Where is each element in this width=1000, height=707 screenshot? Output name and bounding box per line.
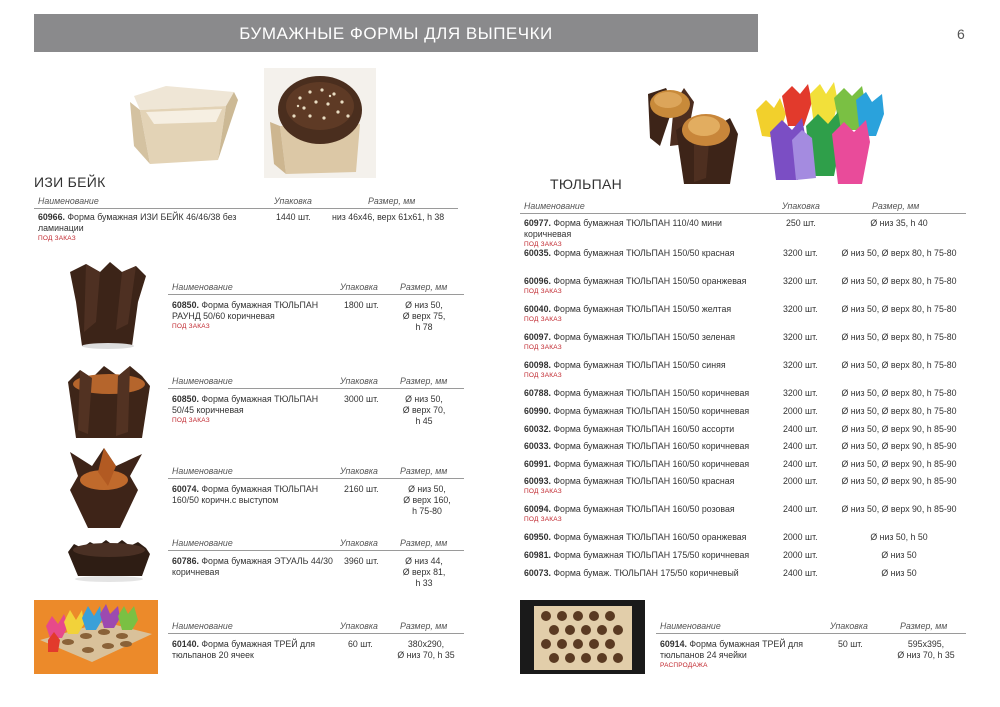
col-pack: Упаковка — [340, 466, 378, 476]
product-name: Форма бумажная ТЮЛЬПАН 150/50 коричневая — [553, 406, 750, 416]
product-60850-round — [172, 300, 336, 331]
size-line: h 78 — [415, 322, 433, 332]
col-size: Размер, мм — [872, 201, 920, 211]
tulip-title: ТЮЛЬПАН — [550, 176, 623, 192]
tulip-50-45-photo — [64, 360, 154, 444]
product-code: 60914. — [660, 639, 687, 649]
product-size — [394, 484, 460, 517]
col-name: Наименование — [172, 282, 233, 292]
col-name: Наименование — [660, 621, 721, 631]
tulip-colors-photo — [752, 80, 886, 190]
tulip-row — [524, 276, 784, 296]
product-size: Ø низ 50, Ø верх 80, h 75-80 — [841, 248, 957, 258]
col-pack: Упаковка — [274, 196, 312, 206]
tulip-row — [524, 406, 784, 417]
col-name: Наименование — [38, 196, 99, 206]
product-size: Ø низ 50, Ø верх 80, h 75-80 — [841, 276, 957, 286]
product-code: 60093. — [524, 476, 551, 486]
easy-bake-muffin-photo — [264, 68, 376, 178]
product-code: 60786. — [172, 556, 199, 566]
product-pack: 3200 шт. — [783, 388, 818, 398]
tray-24-photo — [520, 600, 645, 674]
product-name: Форма бумажная ТЮЛЬПАН 160/50 коричневая — [553, 441, 750, 451]
left-table-header-3 — [168, 465, 464, 479]
col-size: Размер, мм — [400, 621, 448, 631]
size-line: Ø низ 50, — [405, 394, 443, 404]
order-tag: ПОД ЗАКАЗ — [38, 235, 76, 242]
product-code: 60032. — [524, 424, 551, 434]
tulip-row — [524, 388, 784, 399]
product-code: 60140. — [172, 639, 199, 649]
col-size: Размер, мм — [400, 538, 448, 548]
easy-bake-table-header — [34, 195, 458, 209]
product-size: Ø низ 50, Ø верх 80, h 75-80 — [841, 332, 957, 342]
page-title: БУМАЖНЫЕ ФОРМЫ ДЛЯ ВЫПЕЧКИ — [239, 24, 553, 43]
product-code: 60035. — [524, 248, 551, 258]
tulip-row — [524, 424, 784, 435]
tulip-row — [524, 459, 784, 470]
product-pack: 250 шт. — [786, 218, 816, 228]
product-code: 60966. — [38, 212, 65, 222]
product-name: Форма бумажная ТЮЛЬПАН 160/50 коричневая — [553, 459, 750, 469]
size-line: Ø верх 81, — [402, 567, 446, 577]
product-code: 60098. — [524, 360, 551, 370]
tulip-row — [524, 504, 784, 524]
col-pack: Упаковка — [340, 621, 378, 631]
product-60786 — [172, 556, 336, 578]
product-code: 60981. — [524, 550, 551, 560]
product-size — [394, 556, 454, 589]
sale-tag: РАСПРОДАЖА — [660, 662, 708, 669]
col-pack: Упаковка — [782, 201, 820, 211]
product-pack: 3200 шт. — [783, 360, 818, 370]
product-name: Форма бумажная ТЮЛЬПАН 150/50 желтая — [553, 304, 732, 314]
product-name: Форма бумажная ТЮЛЬПАН 160/50 оранжевая — [553, 532, 747, 542]
tray24-table-header — [656, 620, 966, 634]
product-code: 60073. — [524, 568, 551, 578]
tulip-muffins-photo — [640, 74, 744, 188]
col-pack: Упаковка — [340, 538, 378, 548]
tulip-row — [524, 441, 784, 452]
product-pack: 2400 шт. — [783, 441, 818, 451]
header-bar — [34, 14, 758, 52]
product-name: Форма бумажная ТРЕЙ для тюльпанов 20 ячеек — [172, 639, 316, 660]
product-size: Ø низ 50, Ø верх 90, h 85-90 — [841, 459, 957, 469]
col-size: Размер, мм — [900, 621, 948, 631]
product-60914 — [660, 639, 810, 670]
product-60140 — [172, 639, 336, 661]
product-pack: 2000 шт. — [783, 532, 818, 542]
left-table-header-5 — [168, 620, 464, 634]
tulip-row — [524, 568, 784, 579]
product-size: Ø низ 50, Ø верх 90, h 85-90 — [841, 441, 957, 451]
product-name: Форма бумаж. ТЮЛЬПАН 175/50 коричневый — [553, 568, 739, 578]
product-pack: 60 шт. — [348, 639, 373, 649]
col-name: Наименование — [172, 376, 233, 386]
product-size: Ø низ 50, Ø верх 80, h 75-80 — [841, 304, 957, 314]
size-line: Ø верх 160, — [403, 495, 451, 505]
size-line: Ø верх 70, — [402, 405, 446, 415]
product-size: Ø низ 50, Ø верх 90, h 85-90 — [841, 504, 957, 514]
col-size: Размер, мм — [400, 466, 448, 476]
product-60850 — [172, 394, 336, 425]
product-name: Форма бумажная ТЮЛЬПАН 160/50 розовая — [553, 504, 735, 514]
product-size: Ø низ 50, Ø верх 90, h 85-90 — [841, 476, 957, 486]
tulip-round-photo — [62, 262, 152, 350]
product-pack: 3200 шт. — [783, 276, 818, 286]
product-code: 60850. — [172, 394, 199, 404]
product-pack: 2400 шт. — [783, 504, 818, 514]
tray-20-photo — [34, 600, 158, 674]
product-code: 60977. — [524, 218, 551, 228]
product-60074 — [172, 484, 336, 506]
product-pack: 2160 шт. — [344, 484, 379, 494]
col-pack: Упаковка — [340, 376, 378, 386]
product-name: Форма бумажная ТЮЛЬПАН 150/50 красная — [553, 248, 735, 258]
tulip-160-50-photo — [58, 446, 150, 530]
col-name: Наименование — [172, 466, 233, 476]
etoile-photo — [64, 536, 154, 584]
product-60966 — [38, 212, 258, 243]
product-code: 60991. — [524, 459, 551, 469]
size-line: Ø верх 75, — [402, 311, 446, 321]
col-name: Наименование — [172, 538, 233, 548]
left-table-header-4 — [168, 537, 464, 551]
product-code: 60990. — [524, 406, 551, 416]
product-name: Форма бумажная ТРЕЙ для тюльпанов 24 ячейки — [660, 639, 804, 660]
size-line: Ø низ 70, h 35 — [897, 650, 955, 660]
product-code: 60094. — [524, 504, 551, 514]
product-size: низ 46х46, верх 61х61, h 38 — [332, 212, 445, 222]
col-size: Размер, мм — [400, 376, 448, 386]
product-size — [390, 639, 462, 661]
product-name: Форма бумажная ТЮЛЬПАН 175/50 коричневая — [553, 550, 750, 560]
product-pack: 3200 шт. — [783, 304, 818, 314]
product-name: Форма бумажная ТЮЛЬПАН 160/50 коричн.с выступом — [172, 484, 319, 505]
product-code: 60033. — [524, 441, 551, 451]
product-pack: 3200 шт. — [783, 332, 818, 342]
product-pack: 2400 шт. — [783, 459, 818, 469]
product-pack: 50 шт. — [838, 639, 863, 649]
product-code: 60096. — [524, 276, 551, 286]
product-name: Форма бумажная ТЮЛЬПАН 150/50 синяя — [553, 360, 726, 370]
order-tag: ПОД ЗАКАЗ — [172, 323, 210, 330]
size-line: 380х290, — [407, 639, 445, 649]
product-pack: 3960 шт. — [344, 556, 379, 566]
order-tag: ПОД ЗАКАЗ — [524, 288, 562, 295]
product-pack: 2400 шт. — [783, 424, 818, 434]
product-code: 60850. — [172, 300, 199, 310]
product-name: Форма бумажная ЭТУАЛЬ 44/30 коричневая — [172, 556, 333, 577]
product-pack: 3200 шт. — [783, 248, 818, 258]
order-tag: ПОД ЗАКАЗ — [524, 241, 562, 248]
easy-bake-empty-photo — [126, 76, 242, 172]
product-size — [394, 394, 454, 427]
order-tag: ПОД ЗАКАЗ — [524, 516, 562, 523]
product-name: Форма бумажная ТЮЛЬПАН 50/45 коричневая — [172, 394, 319, 415]
tulip-table-header — [520, 200, 966, 214]
product-pack: 2400 шт. — [783, 568, 818, 578]
product-name: Форма бумажная ТЮЛЬПАН 110/40 мини коричневая — [524, 218, 722, 239]
product-name: Форма бумажная ТЮЛЬПАН РАУНД 50/60 коричневая — [172, 300, 319, 321]
product-size: Ø низ 50, Ø верх 90, h 85-90 — [841, 424, 957, 434]
product-pack: 1800 шт. — [344, 300, 379, 310]
product-size: Ø низ 50 — [881, 550, 917, 560]
tulip-row — [524, 218, 754, 249]
product-size: Ø низ 35, h 40 — [870, 218, 928, 228]
size-line: Ø низ 70, h 35 — [397, 650, 455, 660]
left-table-header-2 — [168, 375, 464, 389]
product-size: Ø низ 50 — [881, 568, 917, 578]
order-tag: ПОД ЗАКАЗ — [524, 488, 562, 495]
product-pack: 2000 шт. — [783, 406, 818, 416]
product-pack: 2000 шт. — [783, 550, 818, 560]
product-size: Ø низ 50, Ø верх 80, h 75-80 — [841, 360, 957, 370]
tulip-row — [524, 332, 784, 352]
product-name: Форма бумажная ИЗИ БЕЙК 46/46/38 без ламинации — [38, 212, 237, 233]
product-code: 60788. — [524, 388, 551, 398]
tulip-row — [524, 532, 784, 543]
tulip-row — [524, 550, 784, 561]
product-name: Форма бумажная ТЮЛЬПАН 150/50 зеленая — [553, 332, 735, 342]
tulip-row — [524, 248, 784, 259]
col-size: Размер, мм — [368, 196, 416, 206]
product-code: 60040. — [524, 304, 551, 314]
col-size: Размер, мм — [400, 282, 448, 292]
col-pack: Упаковка — [830, 621, 868, 631]
size-line: Ø низ 44, — [405, 556, 443, 566]
product-size: Ø низ 50, Ø верх 80, h 75-80 — [841, 406, 957, 416]
product-code: 60097. — [524, 332, 551, 342]
product-size — [890, 639, 962, 661]
order-tag: ПОД ЗАКАЗ — [172, 417, 210, 424]
easy-bake-title: ИЗИ БЕЙК — [34, 174, 106, 190]
size-line: Ø низ 50, — [405, 300, 443, 310]
product-pack: 1440 шт. — [276, 212, 311, 222]
tulip-row — [524, 360, 784, 380]
col-pack: Упаковка — [340, 282, 378, 292]
product-size: Ø низ 50, h 50 — [870, 532, 928, 542]
product-name: Форма бумажная ТЮЛЬПАН 150/50 коричневая — [553, 388, 750, 398]
product-size: Ø низ 50, Ø верх 80, h 75-80 — [841, 388, 957, 398]
order-tag: ПОД ЗАКАЗ — [524, 344, 562, 351]
product-name: Форма бумажная ТЮЛЬПАН 160/50 красная — [553, 476, 735, 486]
product-pack: 3000 шт. — [344, 394, 379, 404]
product-pack: 2000 шт. — [783, 476, 818, 486]
size-line: h 33 — [415, 578, 433, 588]
page-number: 6 — [957, 26, 965, 42]
order-tag: ПОД ЗАКАЗ — [524, 316, 562, 323]
product-code: 60950. — [524, 532, 551, 542]
product-name: Форма бумажная ТЮЛЬПАН 150/50 оранжевая — [553, 276, 747, 286]
col-name: Наименование — [524, 201, 585, 211]
size-line: h 75-80 — [412, 506, 442, 516]
tulip-row — [524, 304, 784, 324]
size-line: 595х395, — [907, 639, 945, 649]
size-line: h 45 — [415, 416, 433, 426]
product-name: Форма бумажная ТЮЛЬПАН 160/50 ассорти — [553, 424, 735, 434]
order-tag: ПОД ЗАКАЗ — [524, 372, 562, 379]
left-table-header-1 — [168, 281, 464, 295]
product-code: 60074. — [172, 484, 199, 494]
product-size — [394, 300, 454, 333]
col-name: Наименование — [172, 621, 233, 631]
tulip-row — [524, 476, 784, 496]
size-line: Ø низ 50, — [408, 484, 446, 494]
